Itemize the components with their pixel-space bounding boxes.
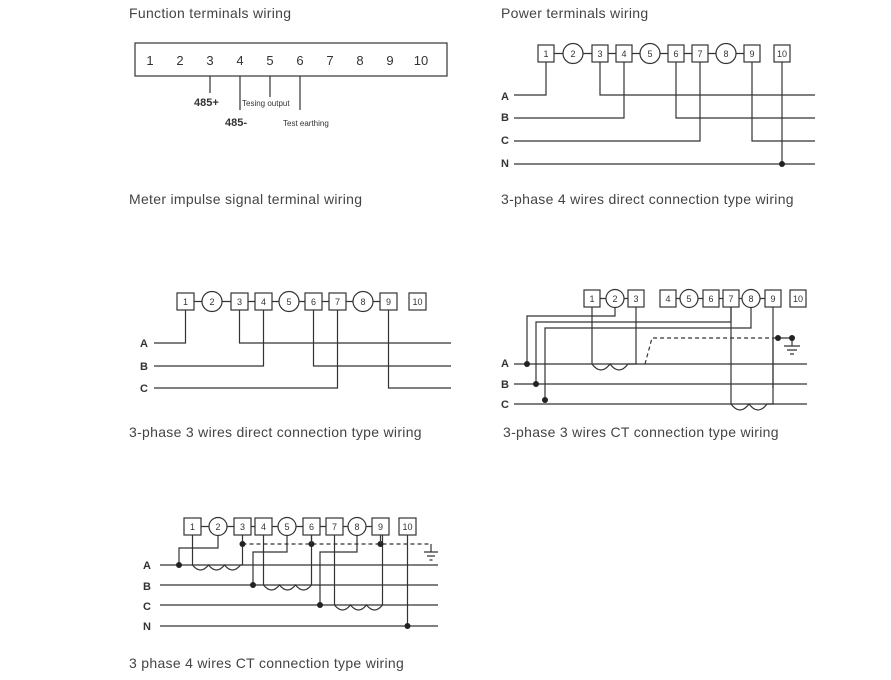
label-testing-output: Tesing output (242, 99, 290, 108)
c3-terminal-4-label: 4 (665, 294, 671, 304)
caption-3phase-4wire-direct: 3-phase 4 wires direct connection type wiring (501, 191, 794, 207)
label-485-minus: 485- (225, 117, 248, 129)
c4-terminal-2-label: 2 (215, 522, 221, 532)
c4-terminal-10-label: 10 (402, 522, 413, 532)
caption-3phase-4wire-ct: 3 phase 4 wires CT connection type wiring (129, 655, 405, 671)
p4-terminal-10-label: 10 (776, 49, 788, 59)
c4-voltage-c (320, 535, 357, 605)
p4-phase-b-label: B (501, 112, 509, 124)
c4-terminal-3-label: 3 (239, 522, 246, 532)
d3-terminal-9-label: 9 (385, 297, 392, 307)
c4-junction-a (176, 562, 182, 568)
p4-terminal-9-label: 9 (749, 49, 755, 59)
c3-phase-c-label: C (501, 399, 509, 411)
p4-terminal-5-label: 5 (647, 49, 653, 59)
c3-terminal-2-label: 2 (612, 294, 618, 304)
c3-phase-a-label: A (501, 358, 509, 370)
c3-terminal-5-label: 5 (686, 294, 692, 304)
c4-junction-b (250, 582, 256, 588)
c4-junction-c (317, 602, 323, 608)
d3-terminal-8-label: 8 (360, 297, 366, 307)
c4-terminal-8-label: 8 (354, 522, 360, 532)
strip-number-1: 1 (146, 53, 154, 68)
d3-terminal-4-label: 4 (260, 297, 267, 307)
caption-3phase-3wire-ct: 3-phase 3 wires CT connection type wiring (503, 424, 779, 440)
strip-number-10: 10 (413, 53, 429, 68)
p4-phase-a-label: A (501, 91, 509, 103)
strip-number-7: 7 (326, 53, 334, 68)
c4-phase-c-label: C (143, 601, 151, 613)
d3-phase-b-label: B (140, 361, 148, 373)
c4-junction-earth-3 (240, 541, 246, 547)
c4-neutral-label: N (143, 621, 151, 633)
label-test-earthing: Test earthing (283, 119, 329, 128)
c3-terminal-7-label: 7 (728, 294, 734, 304)
p4-terminal-6-label: 6 (673, 49, 679, 59)
c3-terminal-10-label: 10 (792, 294, 804, 304)
c4-terminal-7-label: 7 (331, 522, 338, 532)
strip-number-5: 5 (266, 53, 274, 68)
caption-function-terminals: Function terminals wiring (129, 5, 292, 21)
label-485-plus: 485+ (194, 97, 219, 109)
d3-terminal-1-label: 1 (182, 297, 189, 307)
c4-phase-a-label: A (143, 560, 151, 572)
strip-number-8: 8 (356, 53, 364, 68)
c4-terminal-4-label: 4 (260, 522, 267, 532)
p4-neutral-label: N (501, 158, 509, 170)
d3-terminal-6-label: 6 (310, 297, 317, 307)
p4-terminal-1-label: 1 (543, 49, 549, 59)
c3-terminal-9-label: 9 (770, 294, 776, 304)
c4-terminal-9-label: 9 (377, 522, 384, 532)
p4-phase-c-label: C (501, 135, 509, 147)
strip-number-4: 4 (236, 53, 244, 68)
c4-earth-drops (312, 535, 381, 544)
c4-terminal-6-label: 6 (308, 522, 315, 532)
caption-power-terminals: Power terminals wiring (501, 5, 649, 21)
d3-terminal-2-label: 2 (209, 297, 215, 307)
strip-number-2: 2 (176, 53, 184, 68)
caption-3phase-3wire-direct: 3-phase 3 wires direct connection type wiring (129, 424, 422, 440)
p4-terminal-8-label: 8 (723, 49, 729, 59)
c4-voltage-b (253, 535, 287, 585)
p4-terminal-2-label: 2 (570, 49, 576, 59)
c4-terminal-5-label: 5 (284, 522, 290, 532)
d3-phase-c-label: C (140, 383, 148, 395)
strip-number-3: 3 (206, 53, 214, 68)
strip-number-6: 6 (296, 53, 304, 68)
p4-terminal-7-label: 7 (697, 49, 703, 59)
c3-terminal-6-label: 6 (708, 294, 714, 304)
caption-meter-impulse: Meter impulse signal terminal wiring (129, 191, 363, 207)
d3-terminal-10-label: 10 (412, 297, 423, 307)
p4-terminal-4-label: 4 (621, 49, 627, 59)
c3-terminal-8-label: 8 (748, 294, 754, 304)
c3-phase-b-label: B (501, 379, 509, 391)
d3-terminal-5-label: 5 (286, 297, 292, 307)
d3-phase-a-label: A (140, 338, 148, 350)
c4-ct-coil-c (335, 535, 383, 610)
c4-phase-b-label: B (143, 581, 151, 593)
c4-terminal-1-label: 1 (189, 522, 196, 532)
d3-terminal-3-label: 3 (236, 297, 243, 307)
c3-terminal-3-label: 3 (633, 294, 639, 304)
d3-terminal-7-label: 7 (334, 297, 341, 307)
c4-earth-symbol (424, 544, 438, 560)
strip-number-9: 9 (386, 53, 394, 68)
c4-junction-neutral (405, 623, 411, 629)
c4-voltage-a (179, 535, 218, 565)
c3-terminal-1-label: 1 (589, 294, 595, 304)
p4-terminal-3-label: 3 (597, 49, 603, 59)
